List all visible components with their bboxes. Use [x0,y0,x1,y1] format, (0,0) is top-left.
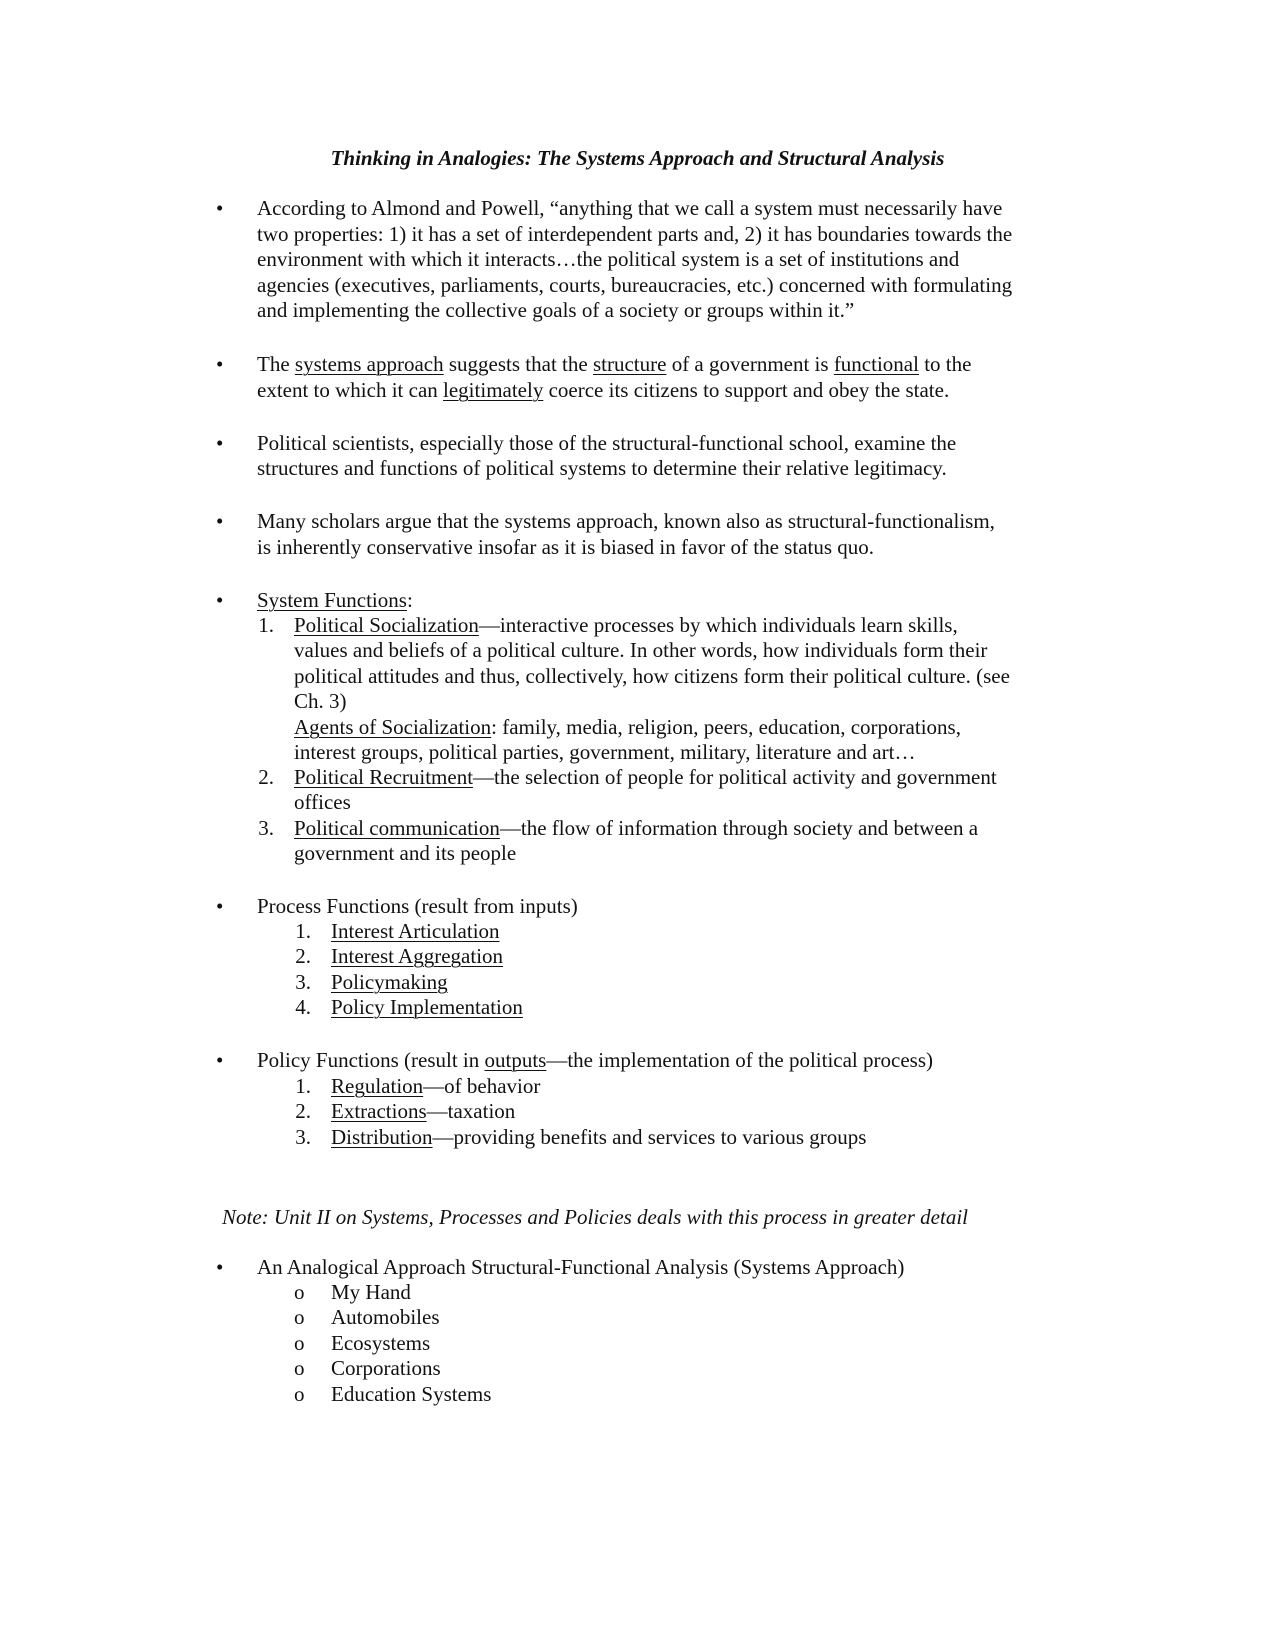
pf-item-3 [331,969,448,995]
underlined-term: Political Recruitment [294,765,474,789]
circle-bullet-icon: o [294,1280,305,1304]
polf-item-1 [331,1073,540,1099]
text-run: —the implementation of the political process) [546,1048,933,1072]
list-number: 3. [295,970,311,994]
policy-functions-heading [257,1047,933,1073]
circle-bullet-icon: o [294,1382,305,1406]
list-number: 3. [295,1125,311,1149]
p2-line-1 [257,351,971,377]
underlined-term: legitimately [443,378,544,402]
text-run: extent to which it can [257,378,444,402]
list-number: 1. [258,613,274,637]
p3-line-1: Political scientists, especially those of the structural-functional school, examine the [257,431,957,455]
sf-item-3-line-2: government and its people [294,841,517,865]
list-number: 2. [295,1099,311,1123]
underlined-term: System Functions [257,588,407,612]
text-run: —the selection of people for political activity and government [473,765,997,789]
sf-agents-line-2: interest groups, political parties, government, military, literature and art… [294,740,916,764]
bullet-icon: • [216,1048,224,1072]
underlined-term: functional [833,352,919,376]
text-run: Policy Functions (result in [257,1048,485,1072]
sf-item-1-line-3: political attitudes and thus, collectively, how citizens form their political culture. (see [294,664,1010,688]
analogical-heading: An Analogical Approach Structural-Functional Analysis (Systems Approach) [257,1255,905,1279]
bullet-icon: • [216,894,224,918]
p3-line-2: structures and functions of political systems to determine their relative legitimacy. [257,456,947,480]
page-title: Thinking in Analogies: The Systems Approach and Structural Analysis [330,146,945,170]
circle-bullet-icon: o [294,1331,305,1355]
text-run: coerce its citizens to support and obey the state. [543,378,950,402]
sf-item-1-line-4: Ch. 3) [294,689,347,713]
sf-item-1-line-2: values and beliefs of a political culture. In other words, how individuals form their [294,638,988,662]
underlined-term: systems approach [294,352,444,376]
bullet-icon: • [216,352,224,376]
list-number: 2. [258,765,274,789]
underlined-term: Interest Articulation [331,919,500,943]
text-run: of a government is [666,352,834,376]
text-run: —interactive processes by which individuals learn skills, [478,613,958,637]
text-run: —the flow of information through society and between a [499,816,979,840]
p1-line-2: two properties: 1) it has a set of interdependent parts and, 2) it has boundaries towards the [257,222,1013,246]
list-number: 3. [258,816,274,840]
p1-line-4: agencies (executives, parliaments, courts, bureaucracies, etc.) concerned with formulating [257,273,1013,297]
p4-line-2: is inherently conservative insofar as it is biased in favor of the status quo. [257,535,875,559]
text-run: —of behavior [423,1074,541,1098]
text-run: The [257,352,295,376]
sf-item-1-line-1 [294,612,958,638]
underlined-term: outputs [484,1048,547,1072]
underlined-term: Policymaking [331,970,448,994]
note-text: Note: Unit II on Systems, Processes and Policies deals with this process in greater detail [222,1205,968,1229]
bullet-icon: • [216,588,224,612]
list-number: 1. [295,1074,311,1098]
analogy-item: Education Systems [331,1382,492,1406]
text-run: to the [918,352,972,376]
analogy-item: Automobiles [331,1305,440,1329]
pf-item-1 [331,918,500,944]
analogy-item: Ecosystems [331,1331,431,1355]
text-run: : family, media, religion, peers, education, corporations, [491,715,961,739]
list-number: 2. [295,944,311,968]
underlined-term: Extractions [331,1099,427,1123]
underlined-term: Interest Aggregation [331,944,504,968]
analogy-item: Corporations [331,1356,441,1380]
list-number: 1. [295,919,311,943]
text-run: : [406,588,413,612]
bullet-icon: • [216,509,224,533]
list-number: 4. [295,995,311,1019]
p1-line-1: According to Almond and Powell, “anything that we call a system must necessarily have [257,196,1003,220]
sf-item-2-line-1 [294,764,997,790]
underlined-term: Distribution [331,1125,433,1149]
bullet-icon: • [216,196,224,220]
sf-item-3-line-1 [294,815,978,841]
pf-item-2 [331,943,503,969]
text-run: —providing benefits and services to various groups [432,1125,867,1149]
polf-item-2 [331,1098,515,1124]
underlined-term: Political communication [294,816,500,840]
p4-line-1: Many scholars argue that the systems approach, known also as structural-functionalism, [257,509,995,533]
system-functions-heading [257,587,413,613]
underlined-term: Regulation [331,1074,424,1098]
circle-bullet-icon: o [294,1356,305,1380]
underlined-term: Policy Implementation [331,995,523,1019]
p1-line-3: environment with which it interacts…the political system is a set of institutions and [257,247,960,271]
p1-line-5: and implementing the collective goals of a society or groups within it.” [257,298,855,322]
pf-item-4 [331,994,523,1020]
bullet-icon: • [216,1255,224,1279]
process-functions-heading: Process Functions (result from inputs) [257,894,578,918]
sf-agents-line-1 [294,714,961,740]
bullet-icon: • [216,431,224,455]
text-run: —taxation [426,1099,516,1123]
analogy-item: My Hand [331,1280,411,1304]
text-run: suggests that the [443,352,593,376]
p2-line-2 [257,377,949,403]
underlined-term: Agents of Socialization [294,715,492,739]
underlined-term: structure [592,352,667,376]
sf-item-2-line-2: offices [294,790,351,814]
underlined-term: Political Socialization [294,613,479,637]
circle-bullet-icon: o [294,1305,305,1329]
polf-item-3 [331,1124,866,1150]
